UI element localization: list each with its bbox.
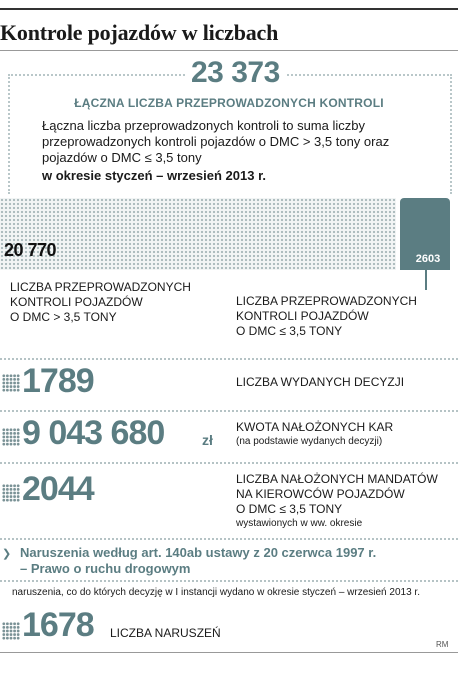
tickets-label	[236, 472, 438, 517]
bar-heavy-value-label: 20 770	[4, 240, 57, 260]
author-credit: RM	[436, 640, 449, 649]
dot-grid-icon	[2, 484, 20, 502]
total-period: w okresie styczeń – wrzesień 2013 r.	[42, 168, 267, 183]
bar-heavy-label-line2: KONTROLI POJAZDÓW	[10, 295, 143, 309]
tickets-value: 2044	[22, 470, 94, 508]
bar-light-category-label	[236, 294, 456, 339]
violations-value: 1678	[22, 606, 94, 644]
fines-note: (na podstawie wydanych decyzji)	[236, 436, 383, 447]
violations-note: naruszenia, co do których decyzję w I instancji wydano w okresie styczeń – wrzesień 2013 r.	[12, 587, 420, 598]
tickets-label-line3: O DMC ≤ 3,5 TONY	[236, 502, 343, 516]
tickets-label-line1: LICZBA NAŁOŻONYCH MANDATÓW	[236, 472, 438, 486]
bar-light-pointer	[425, 270, 427, 290]
top-rule	[0, 8, 458, 10]
separator-3	[0, 462, 458, 464]
separator-1	[0, 358, 458, 360]
bar-heavy-label-line3: O DMC > 3,5 TONY	[10, 310, 117, 324]
total-caption: ŁĄCZNA LICZBA PRZEPROWADZONYCH KONTROLI	[74, 96, 384, 110]
bar-light-label-line2: KONTROLI POJAZDÓW	[236, 309, 369, 323]
chevron-right-icon: ❯	[2, 548, 12, 560]
fines-label: KWOTA NAŁOŻONYCH KAR	[236, 420, 394, 434]
bar-heavy-category-label	[10, 280, 210, 325]
separator-4	[0, 538, 458, 540]
dot-grid-icon	[2, 428, 20, 446]
bar-light-value-label: 2603	[415, 253, 441, 265]
separator-5	[0, 580, 458, 582]
tickets-label-line2: NA KIEROWCÓW POJAZDÓW	[236, 487, 405, 501]
bar-heavy-vehicles	[0, 198, 396, 270]
bar-light-label-line3: O DMC ≤ 3,5 TONY	[236, 324, 343, 338]
dot-grid-icon	[2, 374, 20, 392]
bar-heavy-label-line1: LICZBA PRZEPROWADZONYCH	[10, 280, 191, 294]
tickets-note: wystawionych w ww. okresie	[236, 518, 363, 529]
total-description: Łączna liczba przeprowadzonych kontroli to suma liczby przeprowadzonych kontroli pojazdów o DMC > 3,5 tony oraz pojazdów o DMC ≤ 3,5 tony	[42, 118, 390, 165]
fines-unit: zł	[202, 432, 213, 448]
decisions-label: LICZBA WYDANYCH DECYZJI	[236, 375, 405, 389]
decisions-value: 1789	[22, 362, 94, 400]
fines-value: 9 043 680	[22, 414, 165, 452]
dot-grid-icon	[2, 622, 20, 640]
bar-light-label-line1: LICZBA PRZEPROWADZONYCH	[236, 294, 417, 308]
violations-heading-line2: – Prawo o ruchu drogowym	[20, 561, 191, 576]
title-underline	[0, 50, 458, 51]
bottom-rule	[0, 652, 458, 653]
violations-label: LICZBA NARUSZEŃ	[110, 626, 221, 640]
violations-heading	[8, 545, 448, 577]
separator-2	[0, 410, 458, 412]
violations-heading-line1: Naruszenia według art. 140ab ustawy z 20 czerwca 1997 r.	[20, 545, 377, 560]
page-title: Kontrole pojazdów w liczbach	[0, 20, 279, 45]
total-value: 23 373	[185, 56, 286, 90]
